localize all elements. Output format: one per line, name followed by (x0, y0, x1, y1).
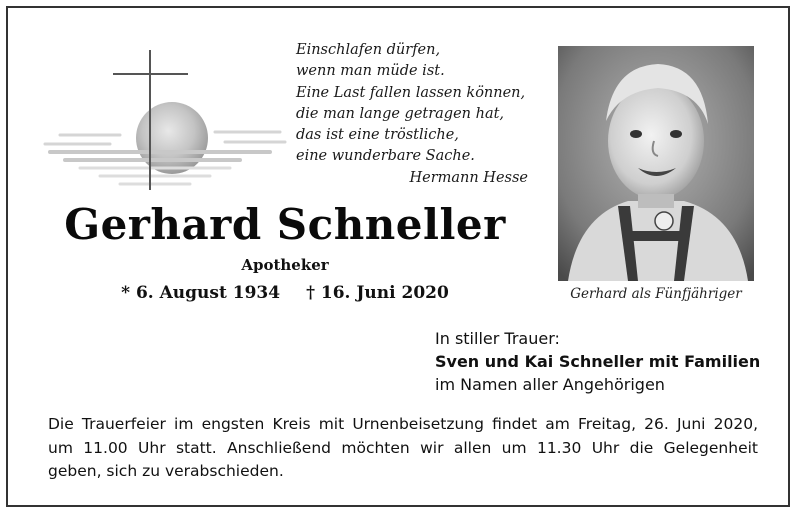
cross-and-sun-icon (40, 40, 290, 200)
poem-line: Einschlafen dürfen, (296, 42, 441, 58)
poem-author: Hermann Hesse (409, 169, 528, 186)
mourning-intro: In stiller Trauer: (435, 329, 560, 348)
notice-line: um 11.00 Uhr statt. Anschließend möchten wir allen um 11.30 Uhr die Gelegenheit (48, 438, 758, 457)
poem-line: die man lange getragen hat, (296, 105, 505, 122)
death-date: † 16. Juni 2020 (306, 283, 449, 303)
photo-caption: Gerhard als Fünfjähriger (570, 286, 742, 302)
poem-line: das ist eine tröstliche, (296, 127, 459, 144)
poem-line: wenn man müde ist. (296, 63, 445, 80)
mourners-block (435, 327, 775, 396)
birth-date: * 6. August 1934 (121, 283, 281, 303)
poem (296, 40, 528, 189)
mourning-family: Sven und Kai Schneller mit Familien (435, 352, 761, 371)
life-dates (60, 283, 510, 303)
deceased-name: Gerhard Schneller (64, 200, 506, 249)
notice-line: geben, sich zu verabschieden. (48, 462, 284, 480)
notice-line: Die Trauerfeier im engsten Kreis mit Urnenbeisetzung findet am Freitag, 26. Juni 2020, (48, 415, 758, 433)
poem-line: Eine Last fallen lassen können, (296, 84, 526, 101)
deceased-profession: Apotheker (241, 256, 329, 274)
mourning-relatives: im Namen aller Angehörigen (435, 375, 665, 394)
funeral-notice (48, 413, 758, 484)
poem-line: eine wunderbare Sache. (296, 148, 475, 165)
portrait-photo (558, 46, 754, 281)
